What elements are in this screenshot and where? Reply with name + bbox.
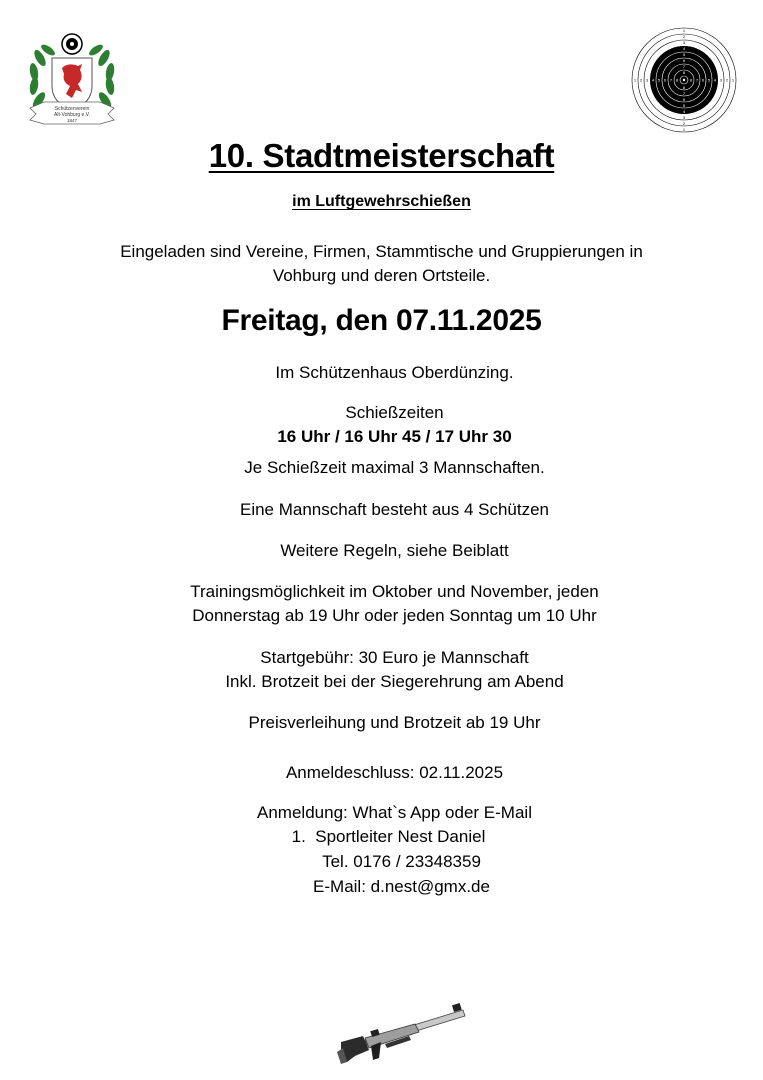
rules-text: Weitere Regeln, siehe Beiblatt <box>280 541 509 560</box>
svg-text:7: 7 <box>682 91 686 96</box>
svg-text:2: 2 <box>725 77 729 83</box>
fee-text: Startgebühr: 30 Euro je Mannschaft Inkl. Brotzeit bei der Siegerehrung am Abend <box>225 648 564 691</box>
svg-text:6: 6 <box>682 58 686 63</box>
svg-text:3: 3 <box>719 77 723 83</box>
svg-text:5: 5 <box>682 103 686 108</box>
svg-text:4: 4 <box>651 77 655 83</box>
shooting-times-label: Schießzeiten <box>345 403 444 422</box>
shooting-times: 16 Uhr / 16 Uhr 45 / 17 Uhr 30 <box>277 427 512 446</box>
svg-text:4: 4 <box>682 109 686 114</box>
svg-text:7: 7 <box>682 64 686 69</box>
svg-text:8: 8 <box>682 85 686 90</box>
page-subtitle: im Luftgewehrschießen <box>292 193 471 210</box>
svg-text:7: 7 <box>669 77 673 83</box>
svg-text:1: 1 <box>633 77 637 83</box>
registration-phone: Tel. 0176 / 23348359 <box>322 852 481 871</box>
svg-text:2: 2 <box>682 34 686 39</box>
shooting-target-icon <box>630 26 738 134</box>
svg-text:6: 6 <box>701 77 705 83</box>
svg-text:4: 4 <box>713 77 717 83</box>
svg-text:2: 2 <box>639 77 643 83</box>
shooting-target <box>630 26 738 134</box>
svg-text:1847: 1847 <box>66 118 78 123</box>
svg-text:1: 1 <box>682 127 686 132</box>
svg-text:8: 8 <box>682 70 686 75</box>
svg-text:3: 3 <box>682 115 686 120</box>
svg-text:1: 1 <box>731 77 735 83</box>
svg-text:8: 8 <box>689 77 693 83</box>
air-rifle-icon <box>335 1000 470 1065</box>
registration-method: Anmeldung: What`s App oder E-Mail <box>257 803 532 822</box>
svg-text:5: 5 <box>707 77 711 83</box>
svg-text:3: 3 <box>682 40 686 45</box>
registration-contact: 1. Sportleiter Nest Daniel <box>291 827 486 846</box>
club-crest-icon <box>22 28 122 128</box>
invitation-text: Eingeladen sind Vereine, Firmen, Stammtische und Gruppierungen in Vohburg und deren Ortsteile. <box>120 242 643 285</box>
event-date: Freitag, den 07.11.2025 <box>221 304 542 337</box>
svg-text:2: 2 <box>682 121 686 126</box>
svg-text:4: 4 <box>682 46 686 51</box>
svg-text:5: 5 <box>657 77 661 83</box>
svg-text:1: 1 <box>682 28 686 33</box>
air-rifle-image <box>335 1000 470 1065</box>
svg-text:Schützenverein: Schützenverein <box>54 106 90 112</box>
event-location: Im Schützenhaus Oberdünzing. <box>275 363 514 382</box>
page-title: 10. Stadtmeisterschaft <box>208 137 555 174</box>
deadline-text: Anmeldeschluss: 02.11.2025 <box>285 763 504 782</box>
svg-text:5: 5 <box>682 52 686 57</box>
svg-text:6: 6 <box>682 97 686 102</box>
registration-email[interactable]: E-Mail: d.nest@gmx.de <box>313 877 490 896</box>
svg-text:8: 8 <box>675 77 679 83</box>
svg-text:3: 3 <box>645 77 649 83</box>
training-text: Trainingsmöglichkeit im Oktober und November, jeden Donnerstag ab 19 Uhr oder jeden Sonntag um 10 Uhr <box>190 582 599 625</box>
svg-text:6: 6 <box>663 77 667 83</box>
svg-text:Alt-Vohburg e.V.: Alt-Vohburg e.V. <box>54 112 90 118</box>
club-crest-logo <box>22 28 122 128</box>
team-size-text: Eine Mannschaft besteht aus 4 Schützen <box>239 500 550 519</box>
award-text: Preisverleihung und Brotzeit ab 19 Uhr <box>248 713 541 732</box>
max-teams-text: Je Schießzeit maximal 3 Mannschaften. <box>244 458 545 477</box>
svg-text:7: 7 <box>695 77 699 83</box>
